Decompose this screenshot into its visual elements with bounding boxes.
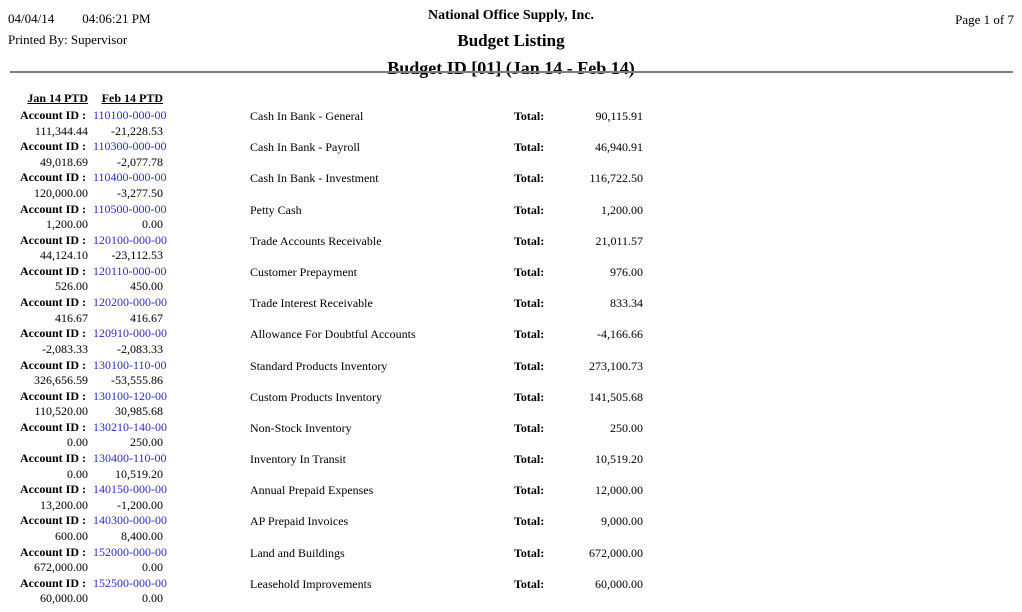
total-amount: 46,940.91	[595, 140, 643, 155]
account-id-link[interactable]: 110100-000-00	[93, 108, 167, 122]
print-time: 04:06:21 PM	[82, 11, 151, 26]
total-amount: 976.00	[610, 264, 643, 279]
account-id-link[interactable]: 110300-000-00	[93, 139, 167, 154]
column-header-jan14-ptd: Jan 14 PTD	[27, 91, 88, 105]
feb14-ptd-amount: -21,228.53	[111, 123, 163, 138]
jan14-ptd-amount: 60,000.00	[40, 591, 88, 606]
account-line	[20, 451, 167, 466]
account-description: Trade Interest Receivable	[250, 296, 373, 311]
account-line	[20, 139, 167, 154]
total-label: Total:	[514, 514, 545, 529]
account-id-link[interactable]: 140300-000-00	[93, 513, 167, 528]
account-line	[20, 264, 167, 279]
total-amount: 250.00	[610, 420, 643, 435]
account-line	[20, 513, 167, 528]
jan14-ptd-amount: 326,656.59	[34, 373, 88, 387]
print-date: 04/04/14	[8, 11, 55, 26]
jan14-ptd-amount: 120,000.00	[34, 185, 88, 200]
account-description: Custom Products Inventory	[250, 389, 382, 404]
report-title: Budget Listing	[457, 31, 565, 50]
table-row	[0, 106, 1022, 137]
account-id-link[interactable]: 110400-000-00	[93, 170, 167, 185]
total-amount: 273,100.73	[589, 358, 643, 373]
account-line	[20, 576, 167, 591]
jan14-ptd-amount: 672,000.00	[34, 560, 88, 575]
company-name: National Office Supply, Inc.	[427, 8, 595, 23]
account-id-link[interactable]: 120100-000-00	[93, 232, 167, 247]
total-amount: -4,166.66	[597, 327, 643, 342]
account-id-label: Account ID :	[20, 513, 86, 528]
total-label: Total:	[514, 545, 545, 560]
total-label: Total:	[514, 233, 545, 248]
account-id-link[interactable]: 130100-110-00	[93, 357, 167, 372]
account-description: Cash In Bank - Payroll	[250, 140, 360, 155]
jan14-ptd-amount: 0.00	[67, 435, 88, 450]
total-label: Total:	[514, 109, 545, 123]
jan14-ptd-amount: -2,083.33	[42, 341, 88, 356]
feb14-ptd-amount: -53,555.86	[111, 373, 163, 387]
account-description: Allowance For Doubtful Accounts	[250, 327, 416, 342]
jan14-ptd-amount: 600.00	[55, 528, 88, 543]
account-id-label: Account ID :	[20, 232, 86, 247]
account-description: Land and Buildings	[250, 545, 345, 560]
feb14-ptd-amount: 0.00	[142, 591, 163, 606]
account-description: Customer Prepayment	[250, 264, 357, 279]
table-row	[0, 449, 1022, 480]
account-line	[20, 108, 167, 123]
total-amount: 141,505.68	[589, 389, 643, 404]
account-id-label: Account ID :	[20, 451, 86, 466]
feb14-ptd-amount: -2,083.33	[117, 341, 163, 356]
page-indicator: Page 1 of 7	[955, 12, 1014, 27]
account-id-link[interactable]: 110500-000-00	[93, 201, 167, 216]
total-amount: 10,519.20	[595, 452, 643, 467]
total-amount: 90,115.91	[595, 109, 643, 123]
account-id-link[interactable]: 152000-000-00	[93, 544, 167, 559]
total-label: Total:	[514, 389, 545, 404]
account-description: Cash In Bank - Investment	[250, 171, 379, 186]
table-row	[0, 168, 1022, 199]
account-id-link[interactable]: 120200-000-00	[93, 295, 167, 310]
total-label: Total:	[514, 576, 545, 591]
jan14-ptd-amount: 111,344.44	[34, 123, 88, 138]
account-description: Leasehold Improvements	[250, 576, 372, 591]
jan14-ptd-amount: 416.67	[55, 310, 88, 325]
account-line	[20, 326, 167, 341]
jan14-ptd-amount: 49,018.69	[40, 154, 88, 169]
total-amount: 1,200.00	[601, 202, 643, 217]
account-id-link[interactable]: 140150-000-00	[93, 482, 167, 497]
feb14-ptd-amount: 250.00	[130, 435, 163, 450]
total-label: Total:	[514, 420, 545, 435]
feb14-ptd-amount: 10,519.20	[115, 466, 163, 481]
table-row	[0, 293, 1022, 324]
printed-by: Printed By: Supervisor	[8, 32, 128, 47]
account-id-label: Account ID :	[20, 544, 86, 559]
table-row	[0, 511, 1022, 542]
account-description: AP Prepaid Invoices	[250, 514, 349, 529]
account-id-label: Account ID :	[20, 575, 86, 590]
table-row	[0, 137, 1022, 168]
rows	[0, 106, 1022, 605]
account-id-label: Account ID :	[20, 482, 86, 497]
account-id-link[interactable]: 130400-110-00	[93, 451, 167, 466]
total-label: Total:	[514, 140, 545, 155]
table-row	[0, 418, 1022, 449]
account-description: Petty Cash	[250, 202, 302, 217]
jan14-ptd-amount: 1,200.00	[46, 217, 88, 232]
jan14-ptd-amount: 13,200.00	[40, 497, 88, 512]
feb14-ptd-amount: -2,077.78	[117, 154, 163, 169]
account-line	[20, 482, 167, 497]
account-line	[20, 170, 167, 185]
account-id-label: Account ID :	[20, 170, 86, 185]
feb14-ptd-amount: 8,400.00	[121, 528, 163, 543]
report-subtitle: Budget ID [01] (Jan 14 - Feb 14)	[387, 58, 635, 78]
table-row	[0, 231, 1022, 262]
header-divider	[10, 71, 1013, 73]
account-id-link[interactable]: 130210-140-00	[93, 419, 167, 434]
account-id-link[interactable]: 120110-000-00	[93, 263, 167, 278]
table-row	[0, 262, 1022, 293]
feb14-ptd-amount: 416.67	[130, 310, 163, 325]
account-id-label: Account ID :	[20, 139, 86, 154]
account-id-label: Account ID :	[20, 419, 86, 434]
total-label: Total:	[514, 202, 545, 217]
column-header-feb14-ptd: Feb 14 PTD	[101, 91, 163, 105]
account-line	[20, 202, 167, 217]
account-id-label: Account ID :	[20, 263, 86, 278]
total-amount: 12,000.00	[595, 483, 643, 498]
feb14-ptd-amount: 450.00	[130, 279, 163, 294]
total-amount: 116,722.50	[589, 171, 643, 186]
jan14-ptd-amount: 44,124.10	[40, 248, 88, 263]
account-description: Non-Stock Inventory	[250, 420, 352, 435]
account-id-label: Account ID :	[20, 357, 86, 372]
feb14-ptd-amount: 0.00	[142, 560, 163, 575]
total-label: Total:	[514, 264, 545, 279]
total-label: Total:	[514, 483, 545, 498]
account-id-label: Account ID :	[20, 326, 86, 341]
account-description: Cash In Bank - General	[250, 109, 364, 123]
jan14-ptd-amount: 0.00	[67, 466, 88, 481]
account-id-link[interactable]: 130100-120-00	[93, 388, 167, 403]
account-description: Inventory In Transit	[250, 452, 346, 467]
total-amount: 672,000.00	[589, 545, 643, 560]
total-amount: 60,000.00	[595, 576, 643, 591]
jan14-ptd-amount: 110,520.00	[34, 404, 88, 419]
feb14-ptd-amount: -23,112.53	[111, 248, 163, 263]
account-id-link[interactable]: 120910-000-00	[93, 326, 167, 341]
total-label: Total:	[514, 327, 545, 342]
account-id-label: Account ID :	[20, 295, 86, 310]
account-line	[20, 420, 167, 435]
account-line	[20, 545, 167, 560]
header-center	[0, 0, 1022, 79]
total-amount: 833.34	[610, 296, 643, 311]
feb14-ptd-amount: -1,200.00	[117, 497, 163, 512]
total-amount: 21,011.57	[595, 233, 643, 248]
feb14-ptd-amount: 30,985.68	[115, 404, 163, 419]
table-row	[0, 387, 1022, 418]
feb14-ptd-amount: 0.00	[142, 217, 163, 232]
account-id-label: Account ID :	[20, 388, 86, 403]
total-label: Total:	[514, 296, 545, 311]
account-line	[20, 358, 167, 373]
account-id-label: Account ID :	[20, 201, 86, 216]
account-description: Standard Products Inventory	[250, 358, 388, 373]
table-row	[0, 543, 1022, 574]
total-label: Total:	[514, 452, 545, 467]
account-line	[20, 295, 167, 310]
account-description: Annual Prepaid Expenses	[250, 483, 374, 498]
total-label: Total:	[514, 171, 545, 186]
table-row	[0, 574, 1022, 605]
account-line	[20, 389, 167, 404]
account-description: Trade Accounts Receivable	[250, 233, 382, 248]
table-row	[0, 324, 1022, 355]
total-amount: 9,000.00	[601, 514, 643, 529]
account-line	[20, 233, 167, 248]
feb14-ptd-amount: -3,277.50	[117, 185, 163, 200]
jan14-ptd-amount: 526.00	[55, 279, 88, 294]
account-id-link[interactable]: 152500-000-00	[93, 575, 167, 590]
table-row	[0, 480, 1022, 511]
table-row	[0, 356, 1022, 387]
table-row	[0, 200, 1022, 231]
total-label: Total:	[514, 358, 545, 373]
account-id-label: Account ID :	[20, 108, 86, 122]
